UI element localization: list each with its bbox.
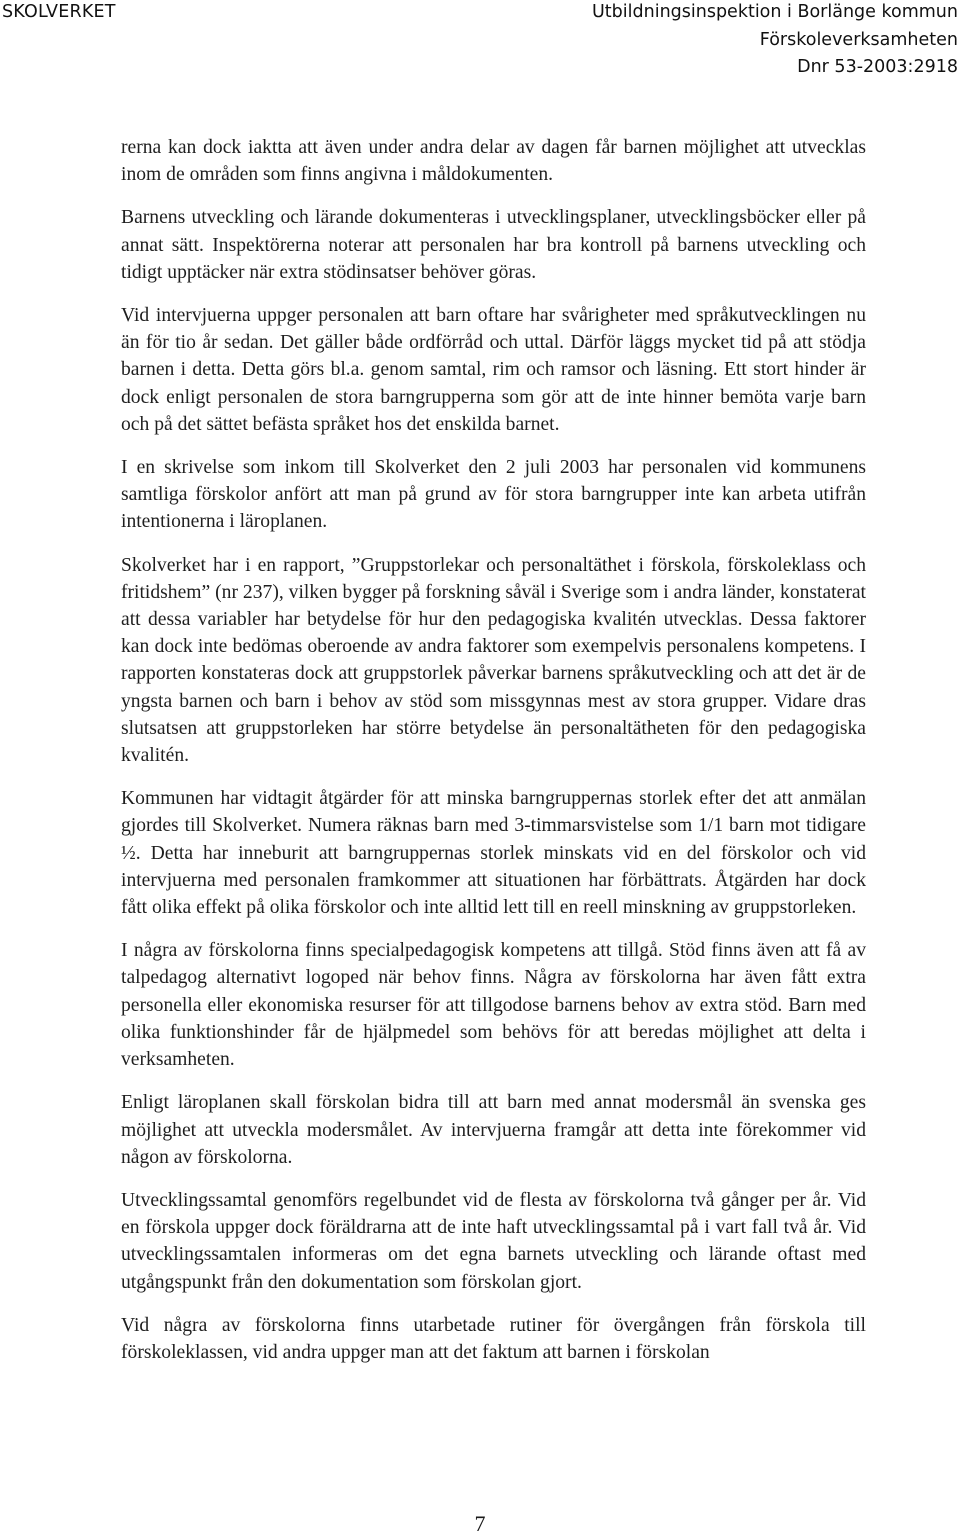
page-header bbox=[0, 0, 960, 90]
paragraph: Skolverket har i en rapport, ”Gruppstorlekar och personaltäthet i förskola, förskoleklass och fritidshem” (nr 237), vilken bygger på forskning såväl i Sverige som i andra länder, konstaterat att dessa variabler har betydelse för hur den pedagogiska kvalitén utvecklas. Dessa faktorer kan dock inte bedömas oberoende av andra faktorer som exempelvis personalens kompetens. I rapporten konstateras dock att gruppstorlek påverkar barnens språkutveckling och att det är de yngsta barnen och barn i behov av stöd som missgynnas mest av stora grupper. Vidare dras slutsatsen att gruppstorleken har större betydelse än personaltätheten för den pedagogiska kvalitén. bbox=[121, 554, 866, 767]
paragraph: Vid intervjuerna uppger personalen att barn oftare har svårigheter med språkutvecklingen nu än för tio år sedan. Det gäller både ordförråd och uttal. Därför läggs mycket tid på att stödja barnen i detta. Detta görs bl.a. genom samtal, rim och ramsor och läsning. Ett stort hinder är dock enligt personalen de stora barngrupperna som gör att de inte hinner bemöta varje barn och på det sättet befästa språket hos det enskilda barnet. bbox=[121, 305, 866, 435]
organization-name: SKOLVERKET bbox=[2, 2, 116, 22]
document-reference bbox=[592, 0, 958, 82]
paragraph: Utvecklingssamtal genomförs regelbundet vid de flesta av förskolorna två gånger per år. Vid en förskola uppger dock föräldrarna att de inte haft utvecklingssamtal på i vart fall två år. Vid utvecklingssamtalen informeras om det egna barnets utveckling och lärande oftast med utgångspunkt från den dokumentation som förskolan gjort. bbox=[121, 1189, 866, 1293]
paragraph: rerna kan dock iaktta att även under andra delar av dagen får barnen möjlighet att utvecklas inom de områden som finns angivna i måldokumenten. bbox=[121, 137, 866, 186]
report-title: Utbildningsinspektion i Borlänge kommun bbox=[592, 2, 958, 22]
page-number: 7 bbox=[474, 1511, 486, 1536]
paragraph: Kommunen har vidtagit åtgärder för att minska barngruppernas storlek efter det att anmälan gjordes till Skolverket. Numera räknas barn med 3-timmarsvistelse som 1/1 barn mot tidigare ½. Detta har inneburit att barngruppernas storlek minskats vid en del förskolor och vid intervjuerna med personalen framkommer att situationen har förbättrats. Åtgärden har dock fått olika effekt på olika förskolor och inte alltid lett till en reell minskning av gruppstorleken. bbox=[121, 788, 866, 919]
paragraph: Barnens utveckling och lärande dokumenteras i utvecklingsplaner, utvecklingsböcker eller på annat sätt. Inspektörerna noterar att personalen har bra kontroll på barnens utveckling och tidigt upptäcker när extra stödinsatser behöver göras. bbox=[121, 207, 866, 283]
paragraph: Enligt läroplanen skall förskolan bidra till att barn med annat modersmål än svenska ges möjlighet att utveckla modersmålet. Av intervjuerna framgår att detta inte förekommer vid någon av förskolorna. bbox=[121, 1092, 866, 1168]
body-text bbox=[121, 134, 866, 1366]
report-section: Förskoleverksamheten bbox=[759, 29, 958, 50]
paragraph: Vid några av förskolorna finns utarbetade rutiner för övergången från förskola till förskoleklassen, vid andra uppger man att det faktum att barnen i förskolan bbox=[121, 1314, 866, 1363]
paragraph: I några av förskolorna finns specialpedagogisk kompetens att tillgå. Stöd finns även att få av talpedagog alternativt logoped när behov finns. Några av förskolorna har även fått extra personella eller ekonomiska resurser för att tillgodose barnens behov av extra stöd. Barn med olika funktionshinder får de hjälpmedel som behövs för att beredas möjlighet att delta i verksamheten. bbox=[121, 940, 866, 1071]
paragraph: I en skrivelse som inkom till Skolverket den 2 juli 2003 har personalen vid kommunens samtliga förskolor anfört att man på grund av för stora barngrupper inte kan arbeta utifrån intentionerna i läroplanen. bbox=[121, 457, 866, 533]
case-number: Dnr 53-2003:2918 bbox=[797, 57, 958, 77]
